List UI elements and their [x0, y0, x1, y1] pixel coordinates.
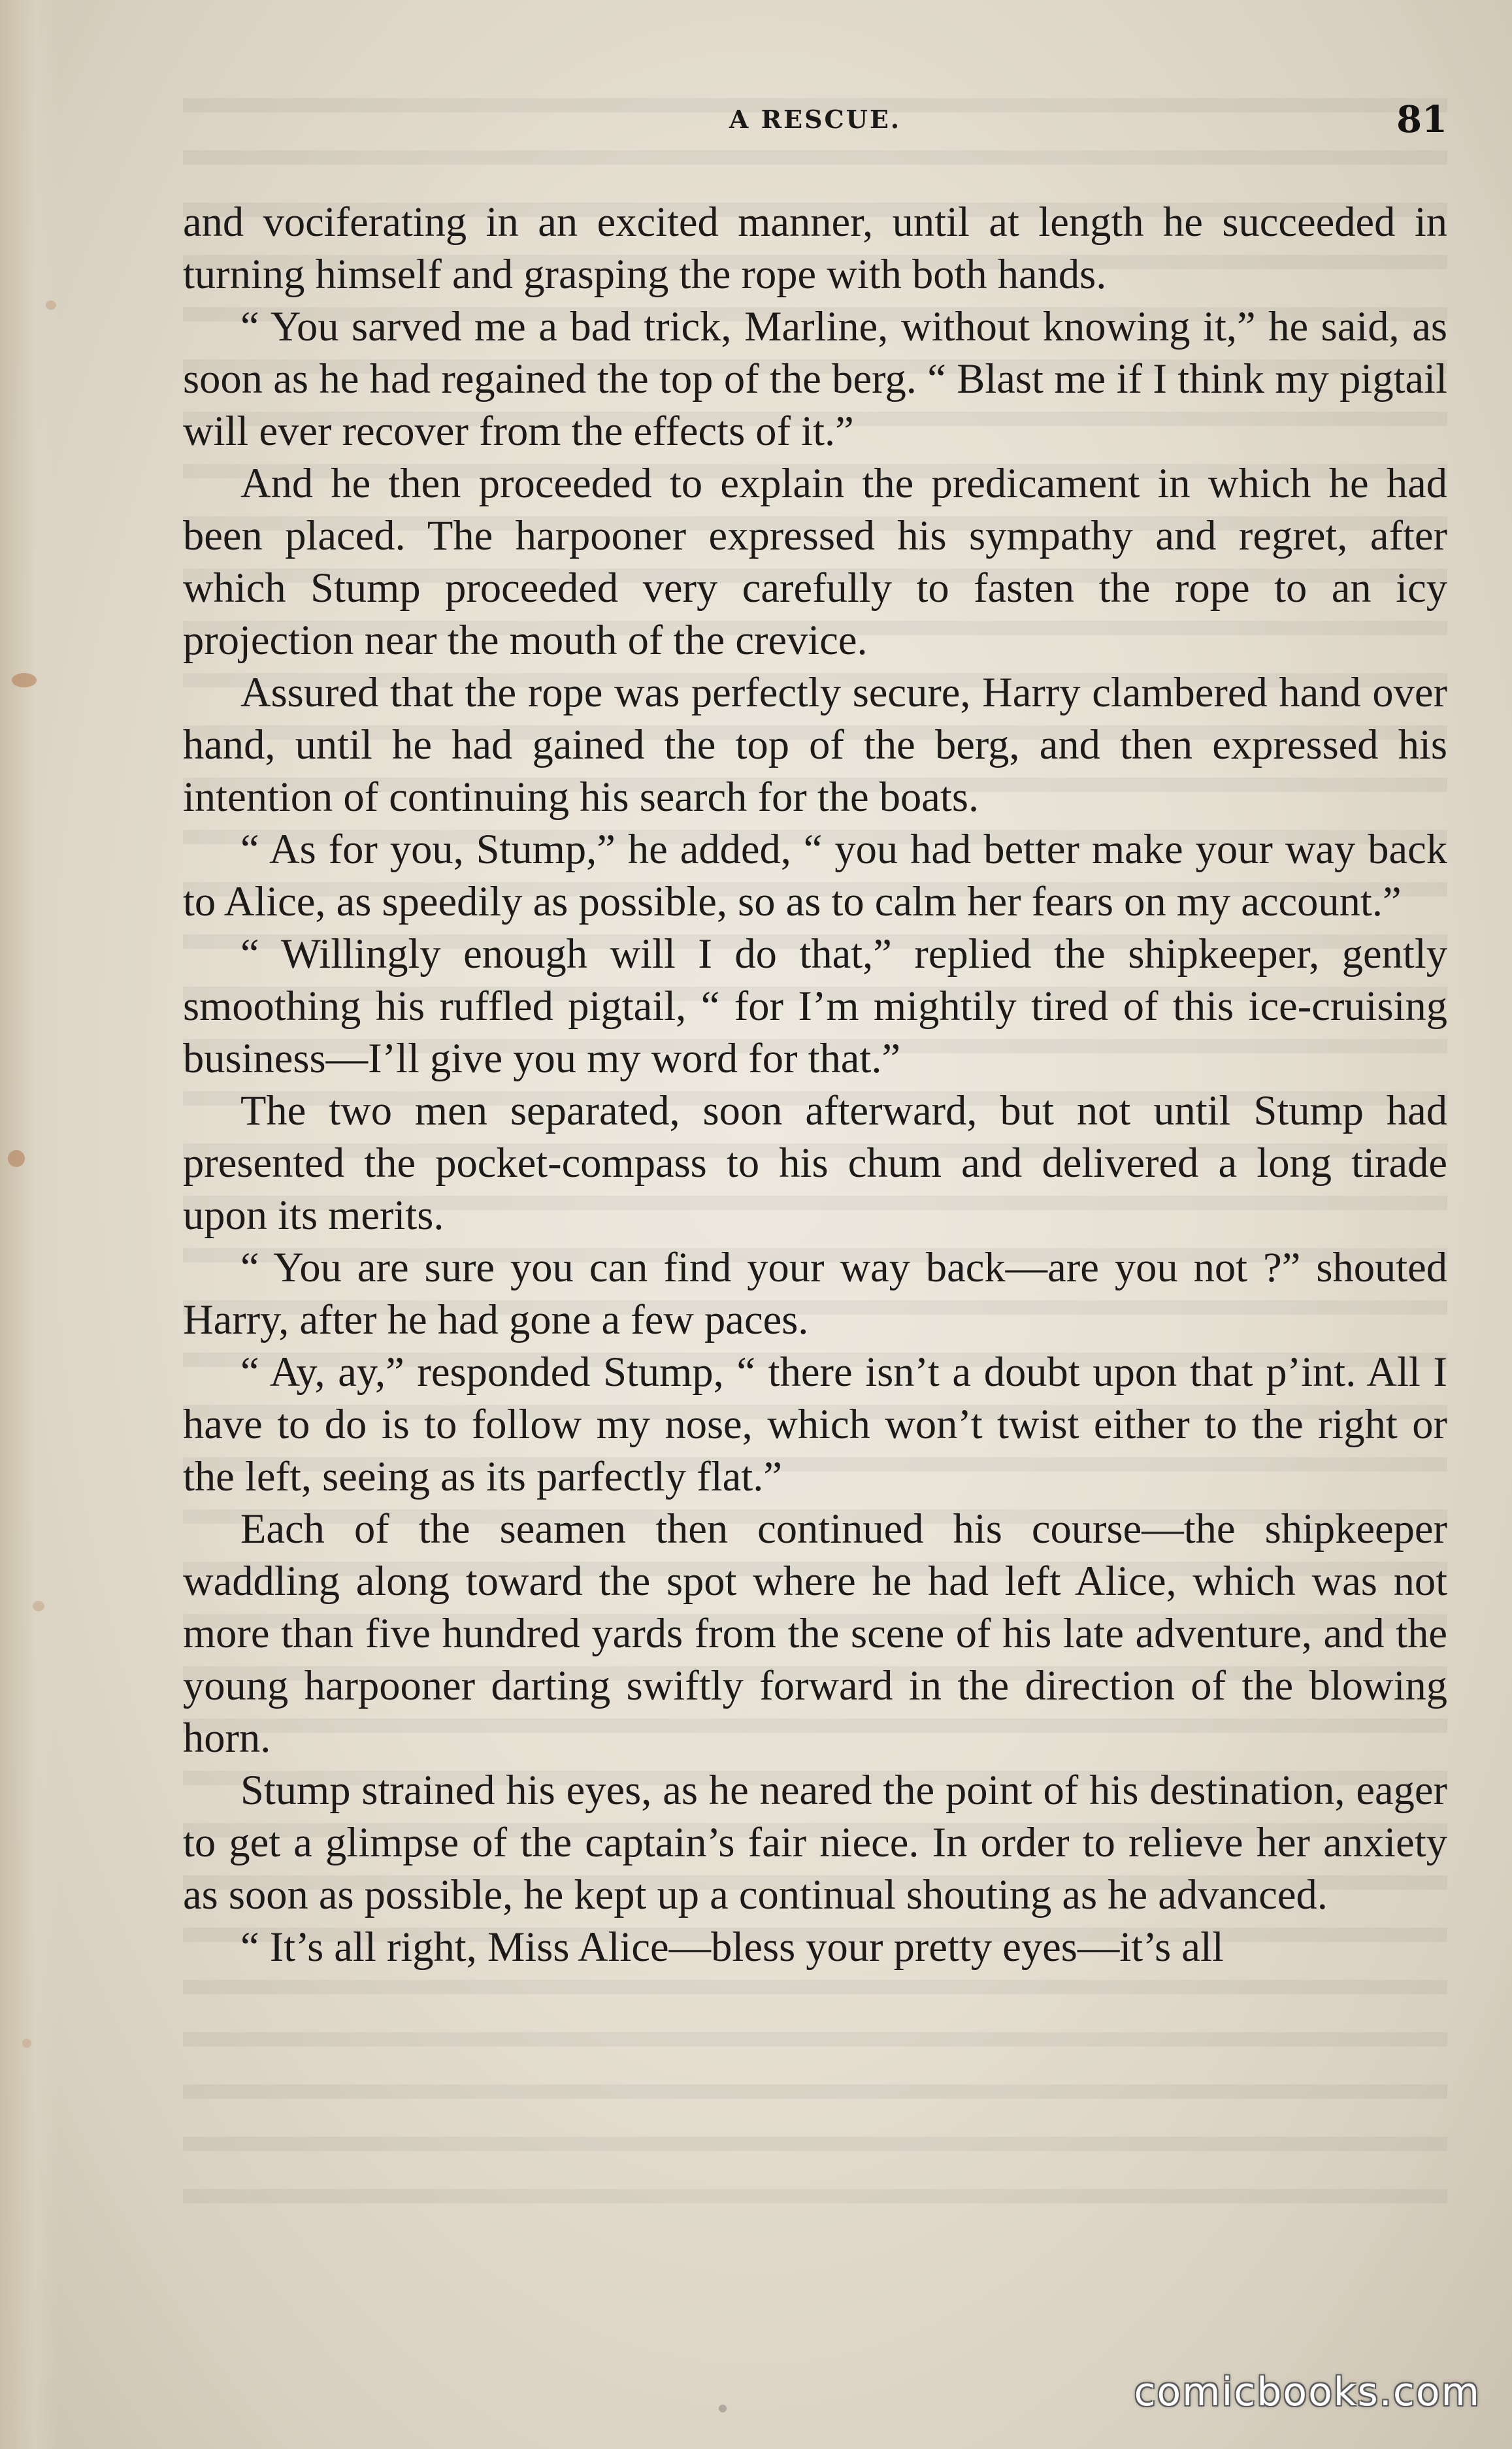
stain-spot: [719, 2405, 727, 2412]
paragraph: “ Willingly enough will I do that,” replied the shipkeeper, gently smoothing his ruffled pigtail, “ for I’m mightily tired of this ice-cruising business—I’ll give you my word for that.”: [183, 930, 1447, 1081]
paragraph: And he then proceeded to explain the predicament in which he had been placed. The harpooner expressed his sympathy and regret, after which Stump proceeded very carefully to fasten the rope to an icy projection near the mouth of the crevice.: [183, 460, 1447, 663]
page-number: 81: [1396, 98, 1447, 141]
paragraph: “ As for you, Stump,” he added, “ you had better make your way back to Alice, as speedily as possible, so as to calm her fears on my account.”: [183, 826, 1447, 925]
stain-spot: [46, 301, 56, 310]
running-title: A RESCUE.: [729, 105, 902, 134]
stain-spot: [22, 2039, 31, 2048]
paragraph: Stump strained his eyes, as he neared the point of his destination, eager to get a glimpse of the captain’s fair niece. In order to relieve her anxiety as soon as possible, he kept up a continual shouting as he advanced.: [183, 1767, 1447, 1918]
paragraph: “ You are sure you can find your way back—are you not ?” shouted Harry, after he had gone a few paces.: [183, 1244, 1447, 1343]
stain-spot: [12, 673, 37, 687]
body-text: [183, 196, 1447, 1973]
paragraph: and vociferating in an excited manner, until at length he succeeded in turning himself and grasping the rope with both hands.: [183, 199, 1447, 297]
running-header: [183, 98, 1447, 150]
paragraph: “ You sarved me a bad trick, Marline, without knowing it,” he said, as soon as he had regained the top of the berg. “ Blast me if I think my pigtail will ever recover from the effects of it.”: [183, 303, 1447, 454]
paragraph: Each of the seamen then continued his course—the shipkeeper waddling along toward the spot where he had left Alice, which was not more than five hundred yards from the scene of his late adventure, and the young harpooner darting swiftly forward in the direction of the blowing horn.: [183, 1505, 1447, 1761]
paragraph: The two men separated, soon afterward, but not until Stump had presented the pocket-compass to his chum and delivered a long tirade upon its merits.: [183, 1087, 1447, 1238]
stain-spot: [33, 1601, 44, 1611]
site-watermark: comicbooks.com: [1134, 2369, 1481, 2415]
paragraph: Assured that the rope was perfectly secure, Harry clambered hand over hand, until he had gained the top of the berg, and then expressed his intention of continuing his search for the boats.: [183, 669, 1447, 820]
paragraph: “ It’s all right, Miss Alice—bless your pretty eyes—it’s all: [240, 1924, 1224, 1970]
page-edge-shadow: [0, 0, 59, 2449]
stain-spot: [8, 1150, 25, 1167]
paragraph: “ Ay, ay,” responded Stump, “ there isn’t a doubt upon that p’int. All I have to do is to follow my nose, which won’t twist either to the right or the left, seeing as its parfectly flat.”: [183, 1349, 1447, 1500]
